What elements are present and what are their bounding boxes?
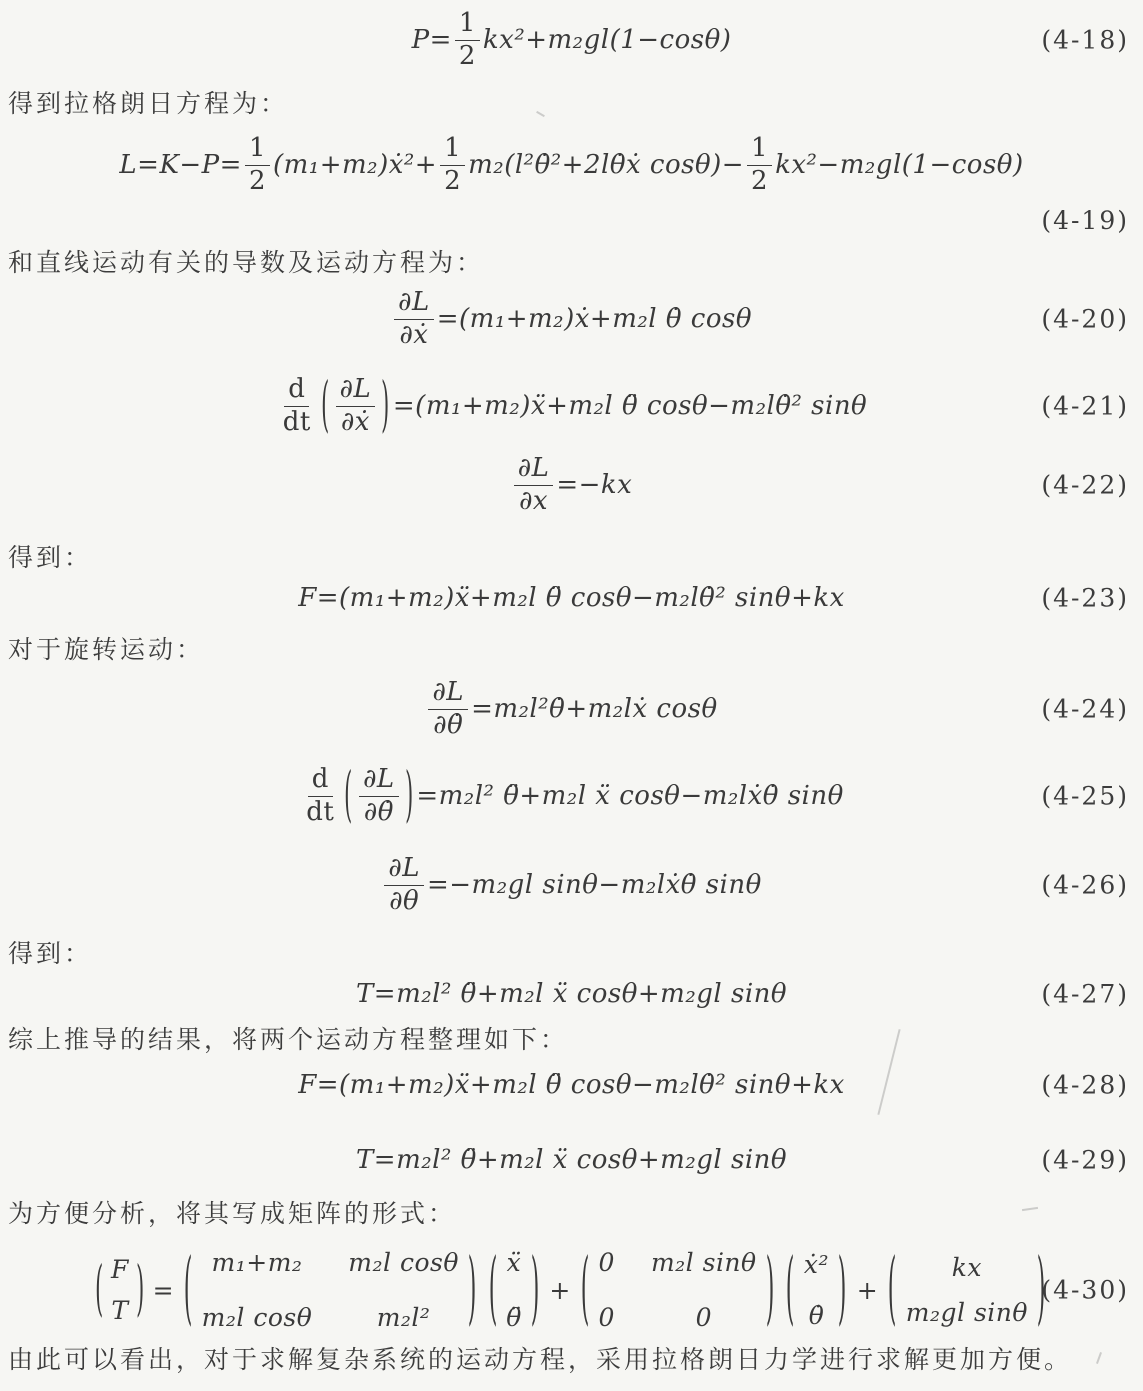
- fraction-numerator: ∂L: [384, 854, 424, 885]
- paragraph-obtain-1: 得到：: [8, 543, 93, 572]
- equation-label: (4-22): [1041, 470, 1129, 500]
- fraction-denominator: ∂θ: [389, 885, 420, 916]
- fraction-denominator: 2: [444, 165, 462, 196]
- math-segment: =m₂l²θ̇+m₂lẋ cosθ: [471, 694, 718, 724]
- fraction: [394, 288, 434, 349]
- equation-4-18: [0, 8, 1143, 72]
- equation-4-19: [0, 126, 1143, 204]
- matrix-cell: m₂l sinθ: [650, 1248, 757, 1277]
- vector-cell: m₂gl sinθ: [905, 1298, 1028, 1327]
- scan-artifact: [1022, 1207, 1038, 1211]
- equation-label-4-19: (4-19): [1041, 206, 1129, 235]
- matrix-cell: m₂l cosθ: [201, 1303, 313, 1332]
- paragraph-conclusion: 由此可以看出，对于求解复杂系统的运动方程，采用拉格朗日力学进行求解更加方便。: [8, 1345, 1073, 1374]
- equation-label: (4-30): [1041, 1275, 1129, 1305]
- equation-4-21: [0, 368, 1143, 444]
- vector-cell: θ̈: [506, 1303, 522, 1332]
- left-paren: (: [95, 1255, 104, 1325]
- right-paren: ): [765, 1244, 775, 1336]
- math-segment: kx²−m₂gl(1−cosθ): [775, 150, 1024, 180]
- matrix-cell: 0: [598, 1248, 615, 1277]
- fraction: [336, 375, 376, 436]
- fraction-denominator: dt: [306, 796, 335, 827]
- equation-body: [299, 761, 844, 831]
- vector-cell: θ̇: [808, 1301, 825, 1330]
- equation-4-27: [0, 972, 1143, 1016]
- equation-body: [511, 454, 633, 515]
- left-paren: (: [320, 371, 330, 441]
- left-paren: (: [344, 761, 353, 831]
- left-paren: (: [488, 1244, 498, 1336]
- right-paren: ): [135, 1255, 145, 1325]
- fraction-denominator: 2: [248, 165, 266, 196]
- left-paren: (: [580, 1244, 590, 1336]
- paragraph-lagrange-intro: 得到拉格朗日方程为：: [8, 89, 289, 118]
- equation-body: [356, 1145, 787, 1175]
- fraction-denominator: dt: [282, 406, 311, 437]
- paragraph-linear-motion: 和直线运动有关的导数及运动方程为：: [8, 248, 485, 277]
- paragraph-matrix-form: 为方便分析，将其写成矩阵的形式：: [8, 1199, 457, 1228]
- fraction-numerator: 1: [747, 134, 772, 165]
- fraction-denominator: 2: [751, 165, 769, 196]
- equation-4-24: [0, 672, 1143, 746]
- equals-sign: =: [152, 1275, 175, 1305]
- fraction: [747, 134, 772, 195]
- right-paren: ): [381, 371, 390, 441]
- fraction-denominator: ∂ẋ: [340, 406, 370, 437]
- mass-matrix: [179, 1244, 482, 1336]
- fraction-numerator: d: [284, 375, 309, 406]
- equation-4-29: [0, 1138, 1143, 1182]
- right-paren: ): [530, 1244, 540, 1336]
- lhs-vector: [92, 1255, 147, 1325]
- equation-body: [91, 1244, 1051, 1336]
- fraction-numerator: ∂L: [428, 678, 468, 709]
- math-segment: kx²+m₂gl(1−cosθ): [482, 25, 732, 55]
- fraction-numerator: d: [308, 765, 333, 796]
- equation-label: (4-18): [1041, 25, 1129, 55]
- equation-body: [298, 583, 845, 613]
- math-segment: T=m₂l² θ̈+m₂l ẍ cosθ+m₂gl sinθ: [355, 1145, 788, 1175]
- left-paren: (: [183, 1244, 193, 1336]
- fraction-denominator: ∂θ̇: [433, 709, 464, 740]
- equation-label: (4-28): [1041, 1070, 1129, 1100]
- left-paren: (: [887, 1244, 897, 1336]
- fraction-denominator: ∂ẋ: [399, 319, 429, 350]
- paragraph-rotational-motion: 对于旋转运动：: [8, 635, 205, 664]
- paragraph-obtain-2: 得到：: [8, 939, 93, 968]
- math-segment: T=m₂l² θ̈+m₂l ẍ cosθ+m₂gl sinθ: [355, 979, 788, 1009]
- vector-cell: T: [111, 1296, 129, 1325]
- vector-cell: F: [111, 1255, 129, 1284]
- equation-label: (4-29): [1041, 1145, 1129, 1175]
- fraction-denominator: ∂x: [518, 485, 549, 516]
- right-paren: ): [837, 1244, 847, 1336]
- math-segment: L=K−P=: [119, 150, 242, 180]
- fraction: [440, 134, 465, 195]
- fraction: [428, 678, 468, 739]
- math-segment: F=(m₁+m₂)ẍ+m₂l θ̈ cosθ−m₂lθ̇² sinθ+kx: [298, 583, 845, 613]
- fraction: [514, 454, 554, 515]
- fraction-numerator: ∂L: [394, 288, 434, 319]
- gravity-vector: [883, 1244, 1050, 1336]
- equation-body: [391, 288, 752, 349]
- fraction: [384, 854, 424, 915]
- coriolis-matrix: [576, 1244, 779, 1336]
- equation-label: (4-20): [1041, 304, 1129, 334]
- equation-4-26: [0, 850, 1143, 920]
- equation-label: (4-24): [1041, 694, 1129, 724]
- fraction-numerator: ∂L: [514, 454, 554, 485]
- matrix-cell: 0: [598, 1303, 615, 1332]
- left-paren: (: [786, 1244, 796, 1336]
- fraction: [359, 765, 399, 826]
- math-segment: F=(m₁+m₂)ẍ+m₂l θ̈ cosθ−m₂lθ̇² sinθ+kx: [298, 1070, 845, 1100]
- math-segment: P=: [411, 25, 452, 55]
- fraction-numerator: ∂L: [336, 375, 376, 406]
- matrix-cell: m₂l²: [376, 1303, 431, 1332]
- equation-body: [425, 678, 717, 739]
- equation-4-23: [0, 576, 1143, 620]
- acceleration-vector: [484, 1244, 545, 1336]
- equation-4-20: [0, 283, 1143, 355]
- math-segment: =(m₁+m₂)ẍ+m₂l θ̈ cosθ−m₂lθ̇² sinθ: [392, 391, 868, 421]
- equation-body: [356, 979, 787, 1009]
- equation-4-22: [0, 452, 1143, 518]
- right-paren: ): [404, 761, 414, 831]
- equation-label: (4-26): [1041, 870, 1129, 900]
- plus-sign: +: [856, 1275, 879, 1305]
- fraction-numerator: 1: [245, 134, 270, 165]
- right-paren: ): [467, 1244, 477, 1336]
- math-segment: =−kx: [556, 470, 633, 500]
- velocity-vector: [781, 1244, 851, 1336]
- equation-label: (4-23): [1041, 583, 1129, 613]
- fraction: [279, 375, 315, 436]
- math-segment: =(m₁+m₂)ẋ+m₂l θ̇ cosθ: [436, 304, 752, 334]
- fraction-numerator: ∂L: [359, 765, 399, 796]
- math-segment: =m₂l² θ̈+m₂l ẍ cosθ−m₂lẋθ̇ sinθ: [416, 781, 844, 811]
- fraction-numerator: 1: [440, 134, 465, 165]
- math-segment: m₂(l²θ̇²+2lθ̇ẋ cosθ)−: [468, 150, 745, 180]
- equation-4-28: [0, 1063, 1143, 1107]
- fraction-denominator: 2: [458, 40, 476, 71]
- equation-label: (4-27): [1041, 979, 1129, 1009]
- equation-body: [381, 854, 761, 915]
- equation-body: [119, 134, 1023, 195]
- fraction: [302, 765, 338, 826]
- vector-cell: kx: [951, 1253, 982, 1282]
- vector-cell: ẍ: [506, 1248, 522, 1277]
- equation-4-25: [0, 757, 1143, 835]
- matrix-cell: 0: [695, 1303, 712, 1332]
- scan-artifact: [1096, 1352, 1102, 1364]
- vector-cell: ẋ²: [803, 1250, 830, 1279]
- paragraph-summary: 综上推导的结果，将两个运动方程整理如下：: [8, 1025, 569, 1054]
- fraction-numerator: 1: [455, 9, 480, 40]
- fraction: [455, 9, 480, 70]
- fraction-denominator: ∂θ̇: [363, 796, 394, 827]
- equation-body: [412, 9, 732, 70]
- plus-sign: +: [549, 1275, 571, 1305]
- equation-4-30: [0, 1240, 1143, 1340]
- fraction: [245, 134, 270, 195]
- scan-artifact: [536, 111, 545, 117]
- equation-label: (4-21): [1041, 391, 1129, 421]
- equation-body: [276, 371, 868, 441]
- right-paren: ): [1036, 1244, 1046, 1336]
- math-segment: =−m₂gl sinθ−m₂lẋθ̇ sinθ: [426, 870, 762, 900]
- matrix-cell: m₁+m₂: [211, 1248, 303, 1277]
- math-segment: (m₁+m₂)ẋ²+: [272, 150, 438, 180]
- equation-body: [298, 1070, 845, 1100]
- matrix-cell: m₂l cosθ: [348, 1248, 459, 1277]
- equation-label: (4-25): [1041, 781, 1129, 811]
